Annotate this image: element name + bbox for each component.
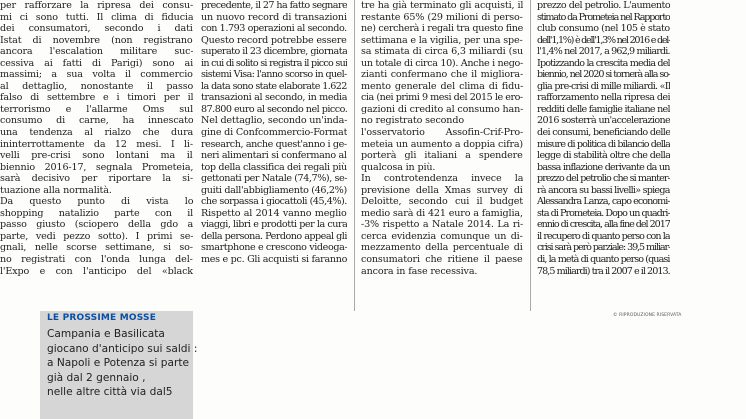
- article-line: della persona. Perdono appeal gli: [201, 230, 347, 242]
- column-divider: [530, 0, 531, 311]
- sidebar-box-line: già dal 2 gennaio ,: [47, 371, 146, 384]
- article-line: la data sono state elaborate 1.622: [201, 80, 347, 92]
- article-line: per rafforzare la ripresa dei consu-: [0, 0, 193, 11]
- article-line: gine di Confcommercio-Format: [201, 127, 347, 139]
- article-line: research, anche quest'anno i ge-: [201, 138, 347, 150]
- article-line: velli pre-crisi sono lontani ma il: [0, 150, 193, 162]
- article-line: sarà decisivo per riportare la si-: [0, 173, 193, 185]
- article-line: cessiva ai fatti di Parigi) sono ai: [0, 57, 193, 69]
- article-line: porterà gli italiani a spendere: [361, 150, 523, 162]
- article-line: ininterrottamente da 12 mesi. I li-: [0, 138, 193, 150]
- article-line: misure di politica di bilancio della: [537, 138, 670, 150]
- article-line: prezzo del petrolio che si manter-: [537, 173, 670, 185]
- article-line: consumatori che ritiene il paese: [361, 254, 523, 266]
- sidebar-box-body: [47, 327, 198, 400]
- sidebar-box-line: nelle altre città via dal5: [47, 386, 173, 399]
- article-line: glia pre-crisi di mille miliardi. «Il: [537, 80, 670, 92]
- article-line: Rispetto al 2014 vanno meglio: [201, 207, 347, 219]
- article-line: falso di settembre e i timori per il: [0, 92, 193, 104]
- article-line: Deloitte, secondo cui il budget: [361, 196, 523, 208]
- article-line: cia (nei primi 9 mesi del 2015 le ero-: [361, 92, 523, 104]
- article-line: -3% rispetto a Natale 2014. La ri-: [361, 219, 523, 231]
- article-line: tuazione alla normalità.: [0, 184, 112, 196]
- article-line: precedente, il 27 ha fatto segnare: [201, 0, 347, 11]
- article-line: redditi delle famiglie italiane nel: [537, 103, 670, 115]
- article-line: un nuovo record di transazioni: [201, 11, 347, 23]
- article-line: mes e pc. Gli acquisti si faranno: [201, 254, 347, 266]
- article-line: rà ancora su bassi livelli» spiega: [537, 184, 670, 196]
- article-line: guiti dall'abbigliamento (46,2%): [201, 184, 347, 196]
- article-line: tre ha già terminato gli acquisti, il: [361, 0, 523, 11]
- article-line: che sorpassa i giocattoli (45,4%).: [201, 196, 347, 208]
- article-line: al dettaglio, nonostante il passo: [0, 80, 193, 92]
- article-line: viaggi, libri e prodotti per la cura: [201, 219, 347, 231]
- article-line: dell'1,1%) è dell'1,3% nel 2016 e del-: [537, 34, 670, 46]
- article-line: ne) cercherà i regali tra questo fine: [361, 23, 523, 35]
- copyright-notice: © RIPRODUZIONE RISERVATA: [613, 313, 682, 318]
- article-line: 87.800 euro al secondo nel picco.: [201, 103, 347, 115]
- article-line: smartphone e crescono videoga-: [201, 242, 347, 254]
- article-line: Da questo punto di vista lo: [0, 196, 193, 208]
- article-line: club consumo (nel 105 è stato: [537, 23, 670, 35]
- article-line: no registrati con l'onda lunga del-: [0, 254, 193, 266]
- article-line: una tendenza al rialzo che dura: [0, 127, 193, 139]
- article-line: Alessandra Lanza, capo economi-: [537, 196, 670, 208]
- article-line: l'Expo e con l'anticipo del «black: [0, 265, 193, 277]
- article-line: transazioni al secondo, in media: [201, 92, 347, 104]
- article-line: Nel dettaglio, secondo un'inda-: [201, 115, 347, 127]
- article-line: previsione della Xmas survey di: [361, 184, 523, 196]
- article-line: dei consumatori, secondo i dati: [0, 23, 193, 35]
- article-line: biennio 2016-17, segnala Prometeia,: [0, 161, 193, 173]
- article-line: mento generale del clima di fidu-: [361, 80, 523, 92]
- article-line: gnali, nelle scorse settimane, si so-: [0, 242, 193, 254]
- article-line: gettonati per Natale (74,7%), se-: [201, 173, 347, 185]
- article-line: ancora l'escalation militare suc-: [0, 46, 193, 58]
- article-line: sta di Prometeia. Dopo un quadri-: [537, 207, 670, 219]
- article-line: crisi sarà però parziale: 39,5 miliar-: [537, 242, 670, 254]
- article-column-2: [201, 0, 347, 266]
- article-line: superato il 23 dicembre, giornata: [201, 46, 347, 58]
- article-line: ancora in fase recessiva.: [361, 265, 478, 277]
- article-line: meteia un aumento a doppia cifra): [361, 138, 523, 150]
- article-line: parte, vedi pezzo sotto). I primi se-: [0, 230, 193, 242]
- sidebar-box-line: giocano d'anticipo sui saldi :: [47, 342, 198, 355]
- article-line: neri alimentari si confermano al: [201, 150, 347, 162]
- article-line: top della classifica dei regali più: [201, 161, 347, 173]
- article-line: 78,5 miliardi) tra il 2007 e il 2013.: [537, 265, 670, 277]
- article-line: restante 65% (29 milioni di perso-: [361, 11, 523, 23]
- article-line: terrorismo e l'allarme Oms sul: [0, 103, 193, 115]
- sidebar-box-line: a Napoli e Potenza si parte: [47, 357, 189, 370]
- article-line: il recupero di quanto perso con la: [537, 230, 670, 242]
- article-line: gazioni di credito al consumo han-: [361, 103, 523, 115]
- article-line: no registrato secondo: [361, 115, 464, 127]
- article-line: prezzo del petrolio. L'aumento: [537, 0, 670, 11]
- article-column-4: [537, 0, 670, 277]
- sidebar-box: [40, 311, 198, 419]
- article-line: l'osservatorio Assofin-Crif-Pro-: [361, 127, 523, 139]
- article-line: sistemi Visa: l'anno scorso in quel-: [201, 69, 347, 81]
- article-line: con 1.793 operazioni al secondo.: [201, 23, 347, 35]
- article-line: di, la metà di quanto perso (quasi: [537, 254, 670, 266]
- article-line: consumo di carne, ha innescato: [0, 115, 193, 127]
- article-line: biennio, nel 2020 si tornerà alla so-: [537, 69, 670, 81]
- article-line: rafforzamento nella ripresa dei: [537, 92, 670, 104]
- article-column-3: [361, 0, 523, 277]
- article-line: legge di stabilità oltre che della: [537, 150, 670, 162]
- article-line: sa stimata di circa 6,3 miliardi (su: [361, 46, 523, 58]
- sidebar-box-line: Campania e Basilicata: [47, 328, 165, 340]
- article-line: Ipotizzando la crescita media del: [537, 57, 670, 69]
- article-column-1: [0, 0, 193, 277]
- column-divider: [354, 0, 355, 311]
- article-line: massimi; a sua volta il commercio: [0, 69, 193, 81]
- article-line: Questo record potrebbe essere: [201, 34, 347, 46]
- article-line: shopping natalizio parte con il: [0, 207, 193, 219]
- article-line: Istat di novembre (non registrano: [0, 34, 193, 46]
- article-line: 2016 sosterrà un'accelerazione: [537, 115, 670, 127]
- article-line: zianti confermano che il migliora-: [361, 69, 523, 81]
- article-line: mezzamento della percentuale di: [361, 242, 523, 254]
- article-line: bassa inflazione derivante da un: [537, 161, 670, 173]
- article-line: cerca evidenzia comunque un di-: [361, 230, 523, 242]
- article-line: mi ci sono tutti. Il clima di fiducia: [0, 11, 193, 23]
- article-line: un totale di circa 10). Anche i nego-: [361, 57, 523, 69]
- article-line: l'1,4% nel 2017, a 962,9 miliardi.: [537, 46, 670, 58]
- sidebar-box-title: LE PROSSIME MOSSE: [47, 313, 157, 323]
- article-line: passo giusto (sciopero della gdo a: [0, 219, 193, 231]
- article-line: qualcosa in più.: [361, 161, 436, 173]
- article-line: In controtendenza invece la: [361, 173, 523, 185]
- article-line: settimana e la vigilia, per una spe-: [361, 34, 523, 46]
- article-line: ennio di crescita, alla fine del 2017: [537, 219, 670, 231]
- article-line: stimato da Prometeia nel Rapporto: [537, 11, 670, 23]
- article-line: in cui di solito si registra il picco sui: [201, 57, 347, 69]
- article-line: medio sarà di 421 euro a famiglia,: [361, 207, 523, 219]
- article-line: dei consumi, beneficiando delle: [537, 127, 670, 139]
